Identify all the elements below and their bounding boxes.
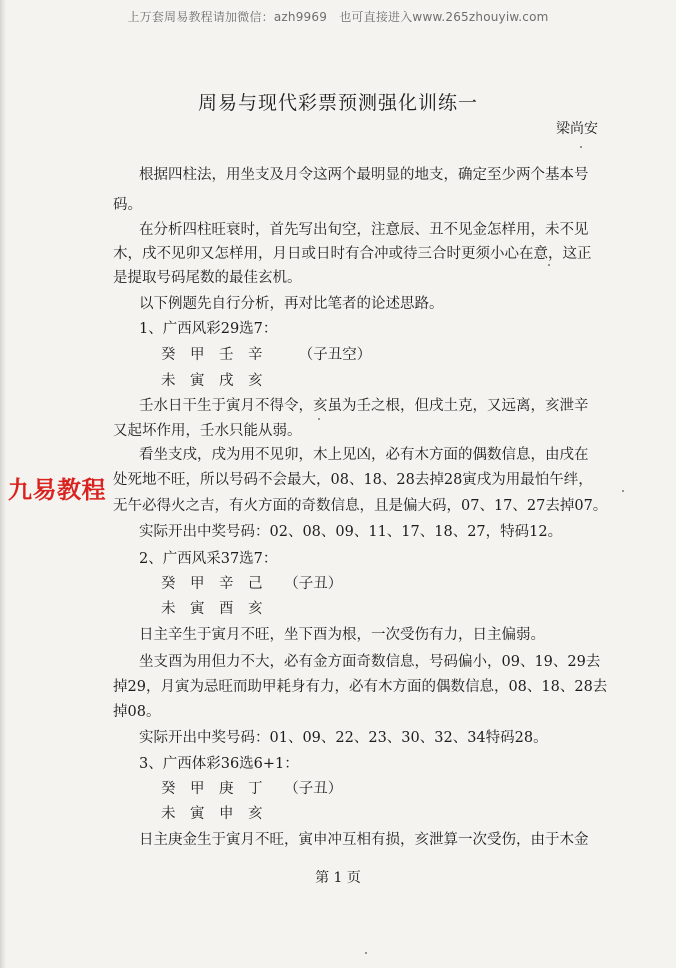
pillar-stems: 癸 甲 庚 丁 （子丑） — [161, 781, 343, 797]
example-heading: 2、广西风采37选7： — [139, 551, 278, 567]
scan-speck — [318, 418, 320, 420]
pillar-branches: 未 寅 酉 亥 — [161, 601, 263, 617]
example-heading: 3、广西体彩36选6+1： — [139, 756, 299, 772]
body-line: 在分析四柱旺衰时，首先写出旬空，注意辰、丑不见金怎样用，未不见 — [139, 222, 589, 238]
body-line: 日主辛生于寅月不旺，坐下酉为根，一次受伤有力，日主偏弱。 — [139, 627, 545, 643]
scan-speck — [548, 264, 550, 266]
body-line: 看坐支戌，戌为用不见卯，木上见凶，必有木方面的偶数信息，由戌在 — [139, 447, 589, 463]
body-line: 以下例题先自行分析，再对比笔者的论述思路。 — [139, 296, 444, 312]
watermark-logo: 九易教程 — [8, 476, 106, 504]
body-line: 掉08。 — [113, 704, 161, 720]
body-line: 坐支酉为用但力不大，必有金方面奇数信息，号码偏小，09、19、29去 — [139, 654, 601, 670]
body-line: 根据四柱法，用坐支及月令这两个最明显的地支，确定至少两个基本号 — [139, 167, 589, 183]
example-heading: 1、广西风彩29选7： — [139, 321, 278, 337]
body-line: 掉29，月寅为忌旺而助甲耗身有力，必有木方面的偶数信息，08、18、28去 — [113, 679, 608, 695]
body-line: 木，戌不见卯又怎样用，月日或日时有合冲或待三合时更须小心在意，这正 — [113, 246, 592, 262]
body-line: 日主庚金生于寅月不旺，寅申冲互相有损，亥泄算一次受伤，由于木金 — [139, 832, 589, 848]
scan-speck — [622, 490, 624, 492]
page-number: 第 1 页 — [315, 870, 361, 886]
pillar-branches: 未 寅 戌 亥 — [161, 373, 263, 389]
scan-speck — [580, 146, 582, 148]
result-line: 实际开出中奖号码：02、08、09、11、17、18、27，特码12。 — [139, 524, 563, 540]
scan-edge-shadow — [0, 0, 6, 968]
pillar-stems: 癸 甲 壬 辛 （子丑空） — [161, 347, 372, 363]
result-line: 实际开出中奖号码：01、09、22、23、30、32、34特码28。 — [139, 730, 548, 746]
pillar-stems: 癸 甲 辛 己 （子丑） — [161, 576, 343, 592]
header-banner: 上万套周易教程请加微信：azh9969 也可直接进入www.265zhouyiw.com — [127, 10, 549, 24]
body-line: 是提取号码尾数的最佳玄机。 — [113, 270, 302, 286]
document-title: 周易与现代彩票预测强化训练一 — [197, 92, 478, 114]
scan-speck — [365, 952, 367, 954]
author-name: 梁尚安 — [556, 121, 598, 137]
body-line: 处死地不旺，所以号码不会最大，08、18、28去掉28寅戌为用最怕午绊， — [113, 472, 593, 488]
body-line: 码。 — [113, 197, 142, 213]
body-line: 无午必得火之吉，有火方面的奇数信息，且是偏大码，07、17、27去掉07。 — [113, 498, 608, 514]
body-line: 壬水日干生于寅月不得令，亥虽为壬之根，但戌土克，又远离，亥泄辛 — [139, 398, 589, 414]
pillar-branches: 未 寅 申 亥 — [161, 806, 263, 822]
body-line: 又起坏作用，壬水只能从弱。 — [113, 423, 302, 439]
